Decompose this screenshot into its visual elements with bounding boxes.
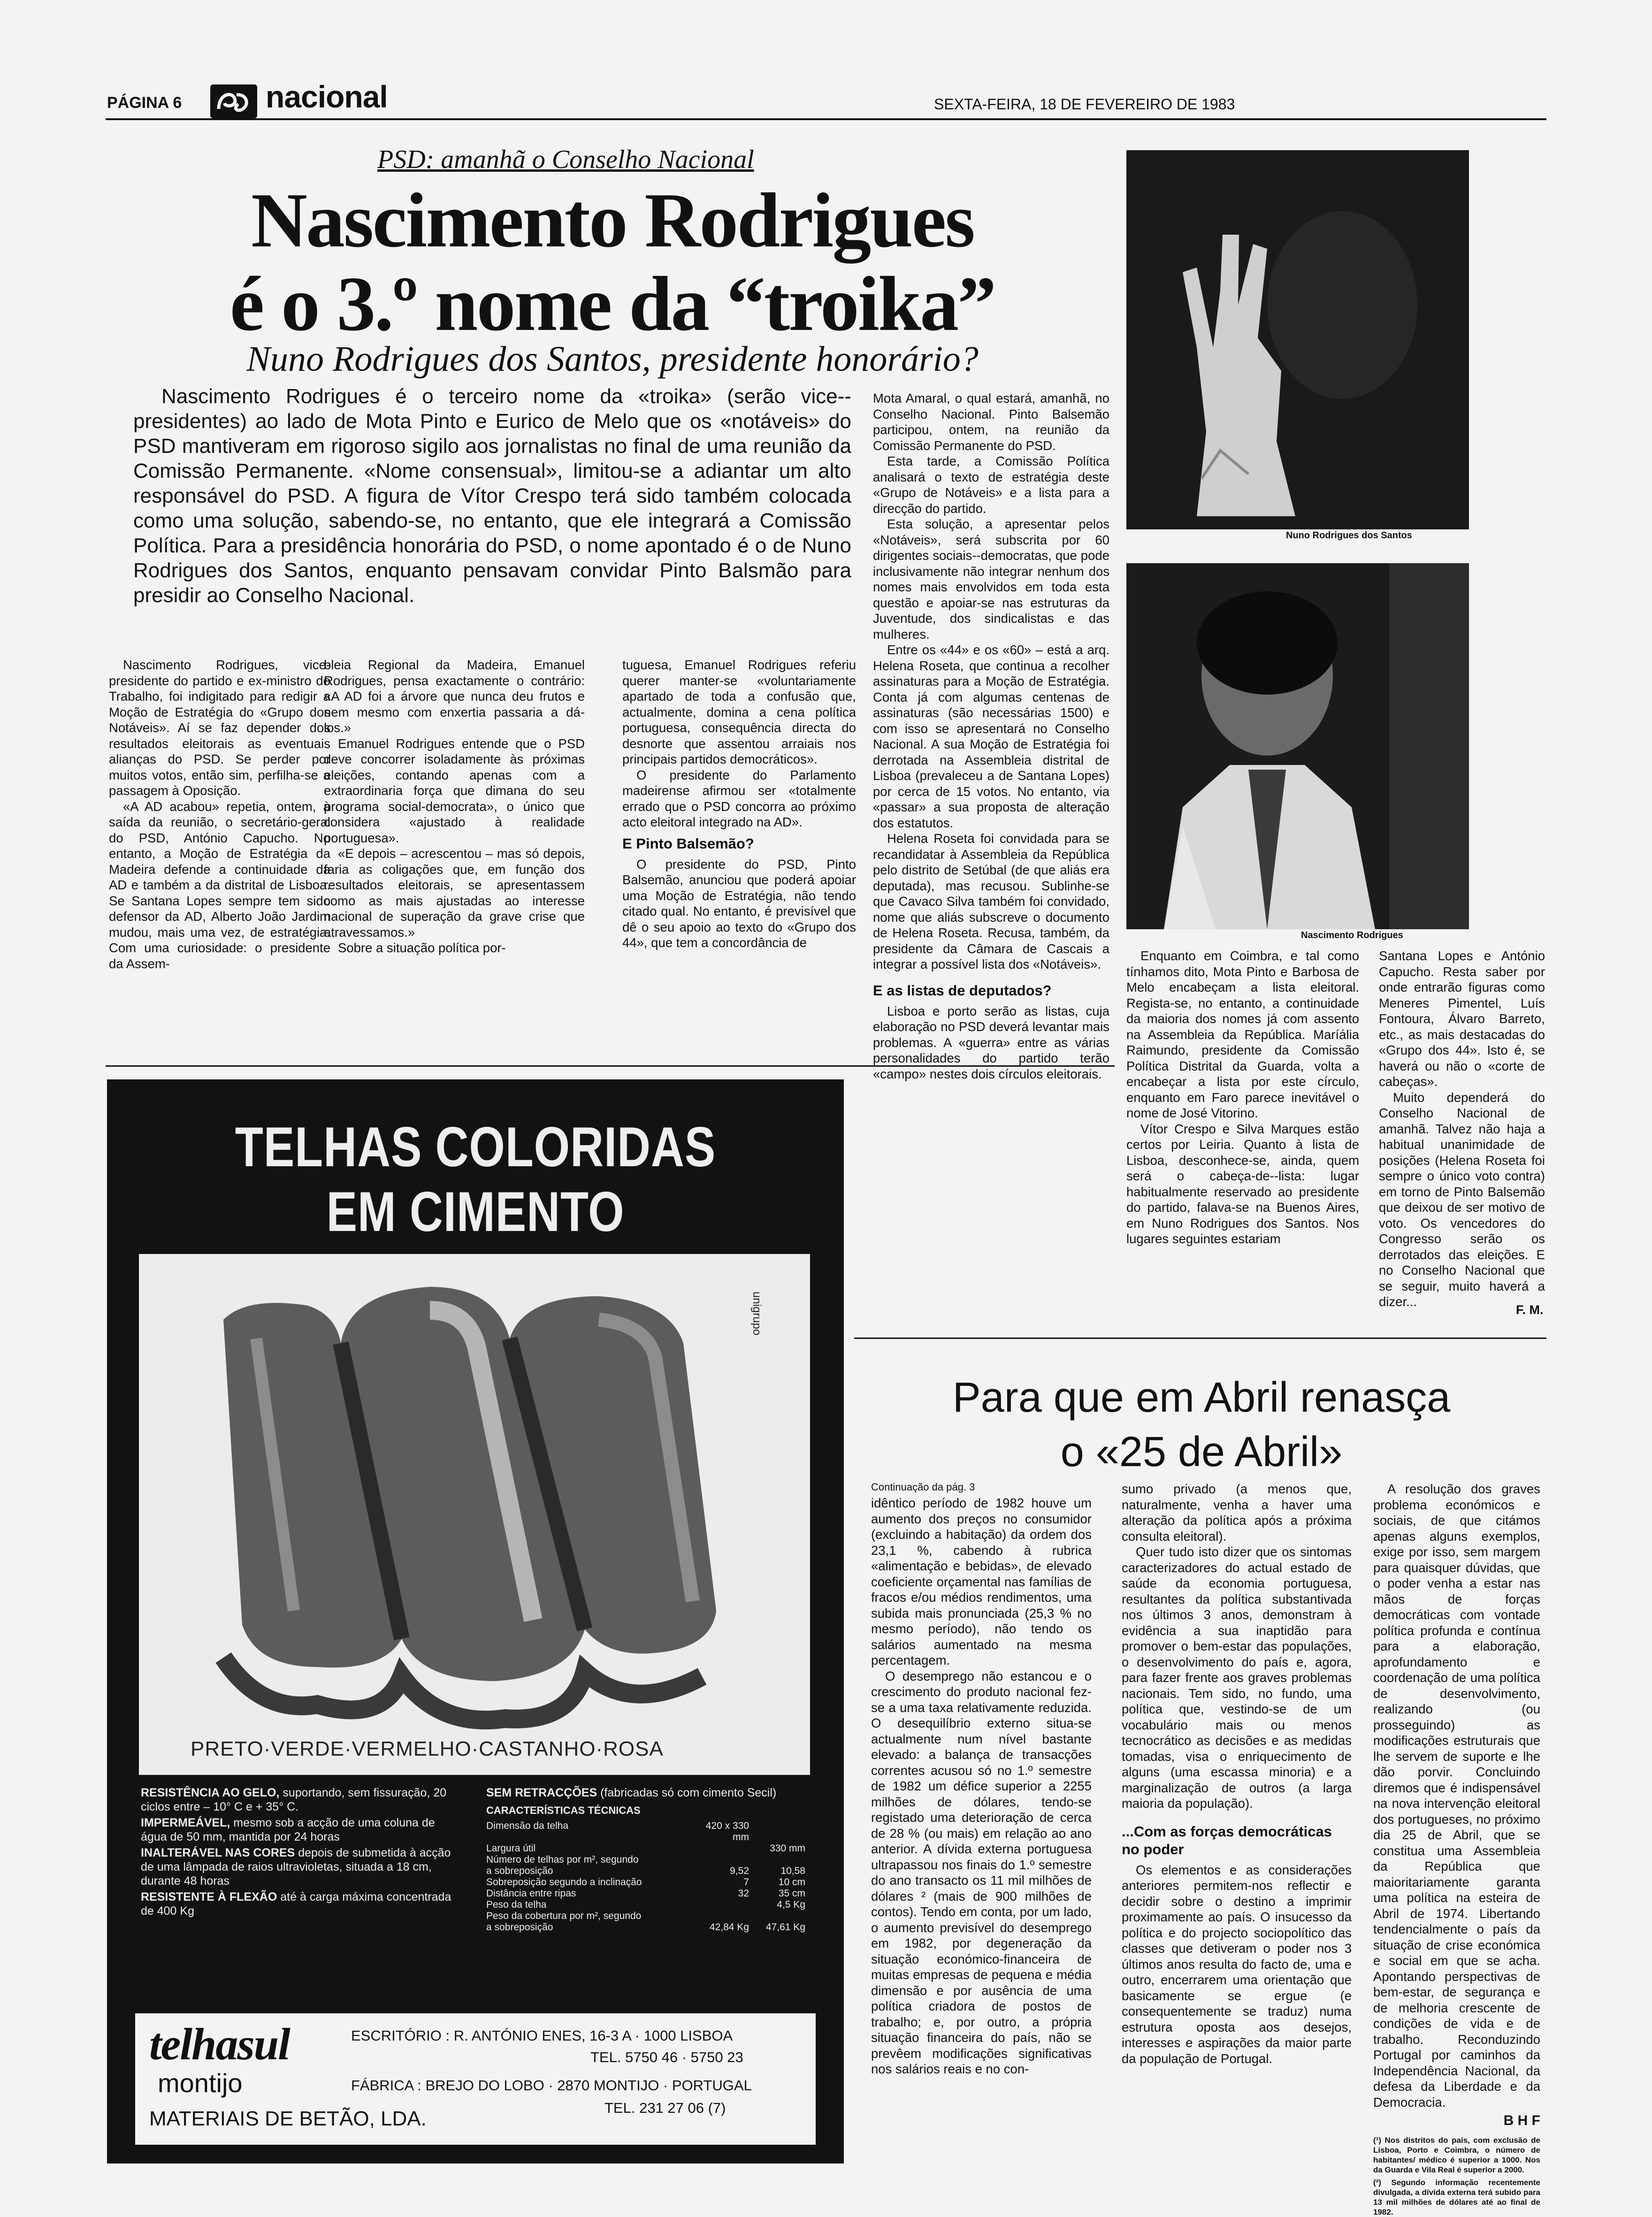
- article1-col-2: bleia Regional da Madeira, Emanuel Rodrigues, pensa exactamente o contrário: «A AD foi a árvore que nunca deu frutos e nem mesmo com enxertia passaria a dá-los.» Emanuel Rodrigues entende que o PSD deve concorrer isoladamente às próximas eleições, contando apenas com a extraordinaria força que dimana do seu programa social-democrata», o único que considera «ajustado à realidade portuguesa». «E depois – acrescentou – mas só depois, faria as coligações que, em função dos resultados eleitorais, se apresentassem como as mais ajustadas ao interesse nacional de superação da grave crise que atravessamos.» Sobre a situação política por-: [324, 657, 585, 955]
- spec-v2: 35 cm: [778, 1888, 805, 1899]
- spec-label: Largura útil: [486, 1843, 536, 1854]
- office-phone: TEL. 5750 46 · 5750 23: [590, 2049, 743, 2065]
- spec-v1: 42,84 Kg: [709, 1922, 749, 1933]
- factory-address: FÁBRICA : BREJO DO LOBO · 2870 MONTIJO · PORTUGAL: [351, 2077, 752, 2094]
- spec-label: Sobreposição segundo a inclinação: [486, 1877, 642, 1888]
- divider-article1-bottom: [106, 1065, 1115, 1067]
- office-address: ESCRITÓRIO : R. ANTÓNIO ENES, 16-3 A · 1000 LISBOA: [351, 2027, 733, 2044]
- ad-features-left: RESISTÊNCIA AO GELO, suportando, sem fissuração, 20 ciclos entre – 10° C e + 35° C. IMPERMEÁVEL, mesmo sob a acção de uma coluna de água de 50 mm, mantida por 24 horas INALTERÁVEL NAS CORES depois de submetida à acção de uma lâmpada de raios ultravioletas, situada a 18 cm, durante 48 horas RESISTENTE À FLEXÃO até à carga máxima concentrada de 400 Kg: [141, 1786, 451, 1918]
- telhasul-advertisement: [107, 1079, 844, 2163]
- ad-product-image: [139, 1254, 810, 1775]
- spec-v2: [749, 1854, 805, 1865]
- spec-v2: [749, 1911, 805, 1922]
- spec-v1: 7: [743, 1877, 749, 1888]
- factory-phone: TEL. 231 27 06 (7): [604, 2100, 726, 2116]
- spec-v1: [688, 1843, 749, 1854]
- photo-caption-2: Nascimento Rodrigues: [1301, 930, 1403, 940]
- spec-row: [486, 1877, 810, 1888]
- spec-row: [486, 1820, 810, 1843]
- headline-line-1: Nascimento Rodrigues: [251, 177, 974, 263]
- article1-col-3: tuguesa, Emanuel Rodrigues referiu querer manter-se «voluntariamente apartado de toda a confusão que, actualmente, domina a cena política portuguesa, consequência directa do desnorte que assentou arraiais nos principais partidos democráticos». O presidente do Parlamento madeirense afirmou ser «totalmente errado que o PSD concorra ao próximo acto eleitoral integrado na AD». E Pinto Balsemão? O presidente do PSD, Pinto Balsemão, anunciou que poderá apoiar uma Moção de Estratégia, não tendo citado qual. No entanto, é previsível que dê o seu apoio ao texto do «Grupo dos 44», que tem a concordância de: [622, 657, 856, 950]
- spec-v2: [749, 1820, 805, 1843]
- article1-col-4: Mota Amaral, o qual estará, amanhã, no Conselho Nacional. Pinto Balsemão participou, ontem, na reunião da Comissão Permanente do PSD. Esta tarde, a Comissão Política analisará o texto de estratégia deste «Grupo de Notáveis» e a lista para a direcção do partido. Esta solução, a apresentar pelos «Notáveis», será subscrita por 60 dirigentes sociais--democratas, que pode inclusivamente não integrar nenhum dos nomes mais envolvidos em toda esta questão e apoiar-se nas estruturas da Juventude, dos sindicalistas e das mulheres. Entre os «44» e os «60» – está a arq. Helena Roseta, que continua a recolher assinaturas para a Moção de Estratégia. Conta já com algumas centenas de assinaturas (são necessárias 1500) e com isso se apresentará no Conselho Nacional. A sua Moção de Estratégia foi derrotada na Assembleia distrital de Lisboa (prevaleceu a de Santana Lopes) por cerca de 15 votos. No entanto, via «passar» a sua proposta de alteração dos estatutos. Helena Roseta foi convidada para se recandidatar à Assembleia da República pelo distrito de Setúbal (de que aliás era deputada), mas recusou. Sublinhe-se que Cavaco Silva também foi convidado, nome que aliás subscreve o documento de Helena Roseta. Recusa, também, da presidente da Câmara de Cascais a integrar a possível lista dos «Notáveis». E as listas de deputados? Lisboa e porto serão as listas, cuja elaboração no PSD deverá levantar mais problemas. A «guerra» entre as várias personalidades do partido terão «campo» nestes dois círculos eleitorais.: [873, 391, 1109, 1081]
- spec-label: a sobreposição: [486, 1922, 553, 1933]
- continuation-note: Continuação da pág. 3: [871, 1481, 975, 1493]
- footnote-2: (²) Segundo informação recentemente divulgada, a dívida externa terá subido para 13 mil milhões de dólares até ao final de 1982.: [1373, 2178, 1540, 2217]
- article-kicker: PSD: amanhã o Conselho Nacional: [377, 145, 754, 174]
- subhead-forcas-democraticas: ...Com as forças democráticas no poder: [1122, 1823, 1332, 1858]
- article1-col-6: Santana Lopes e António Capucho. Resta saber por onde entrarão figuras como Meneres Pimentel, Luís Fontoura, Álvaro Barreto, etc., as mais destacadas do «Grupo dos 44». Isto é, se haverá ou não o «corte de cabeças». Muito dependerá do Conselho Nacional de amanhã. Talvez não haja a habitual unanimidade de posições (Helena Roseta foi sempre o único voto contra) em torno de Pinto Balsemão que deixou de ser motivo de voto. Os vencedores do Congresso serão os derrotados das eleições. E no Conselho Nacional que se seguir, muito haverá a dizer...: [1379, 948, 1545, 1309]
- headline-line-2: é o 3.º nome da “troika”: [229, 260, 995, 347]
- spec-row: [486, 1899, 810, 1911]
- ad-title-line-2: EM CIMENTO: [326, 1180, 625, 1243]
- spec-v2: 10,58: [780, 1865, 805, 1876]
- spec-label: Peso da cobertura por m², segundo: [486, 1911, 642, 1921]
- telhasul-logo: telhasul: [149, 2019, 290, 2069]
- ad-specs-table: [486, 1820, 810, 1933]
- photo-nuno-rodrigues-dos-santos: [1126, 150, 1469, 529]
- subhead-listas-deputados: E as listas de deputados?: [873, 982, 1052, 999]
- section-logo-icon: [210, 84, 257, 118]
- spec-row: [486, 1854, 810, 1865]
- spec-v2: 4,5 Kg: [777, 1899, 805, 1910]
- section-title: nacional: [266, 79, 388, 114]
- spec-v1: 9,52: [730, 1865, 749, 1876]
- article-headline: [108, 178, 1117, 345]
- article2-headline-line-1: Para que em Abril renasça: [952, 1374, 1451, 1421]
- ad-title-line-1: TELHAS COLORIDAS: [235, 1116, 716, 1178]
- page-date: SEXTA-FEIRA, 18 DE FEVEREIRO DE 1983: [934, 96, 1235, 113]
- article2-col-b: sumo privado (a menos que, naturalmente, venha a haver uma alteração da política após a próxima consulta eleitoral). Quer tudo isto dizer que os sintomas caracterizadores do actual estado de saúde da economia portuguesa, resultantes da política substantivada nos últimos 3 anos, demonstram à evidência a sua inaptidão para promover o bem-estar das populações, o desenvolvimento do país e, agora, para fazer frente aos graves problemas nacionais. Tem sido, no fundo, uma política que, vestindo-se de um vocabulário mais ou menos tecnocrático as decisões e as medidas tomadas, visa o enriquecimento de alguns (uma escassa minoria) e a marginalização de outros (a larga maioria da população). ...Com as forças democráticas no poder Os elementos e as considerações anteriores permitem-nos reflectir e decidir sobre o destino a imprimir proximamente ao país. O insucesso da política e do projecto sociopolítico das classes que detiveram o poder nos 3 últimos anos resulta do facto de, uma e outro, encerrarem uma orientação que basicamente se ergue (e consequentemente se traduz) numa estrutura oposta aos desejos, interesses e aspirações da maior parte da população de Portugal.: [1122, 1482, 1352, 2066]
- spec-v1: 32: [738, 1888, 749, 1899]
- spec-label: a sobreposição: [486, 1865, 553, 1876]
- spec-v1: [688, 1911, 749, 1922]
- spec-row: [486, 1865, 810, 1877]
- article-subheadline: Nuno Rodrigues dos Santos, presidente honorário?: [246, 339, 979, 379]
- spec-label: Distância entre ripas: [486, 1888, 576, 1899]
- spec-row: [486, 1911, 810, 1922]
- ad-features-right: SEM RETRACÇÕES (fabricadas só com cimento Secil) CARACTERÍSTICAS TÉCNICAS Dimensão da telha 420 x 330 mm Largura útil 330 mm Número de telhas por m², segundo a sobreposição 9,52 10,58 Sobreposição segundo a inclinação 7 10 cm Distância entre ripas 32 35 cm Peso da telha 4,5 Kg Peso da cobertura por m², segundo a sobreposição 42,84 Kg 47,61 Kg: [486, 1786, 810, 1933]
- article-lead: Nascimento Rodrigues é o terceiro nome da «troika» (serão vice--presidentes) ao lado de Mota Pinto e Eurico de Melo que os «notáveis» do PSD mantiveram em rigoroso sigilo aos jornalistas no final de uma reunião da Comissão Permanente. «Nome consensual», limitou-se a adiantar um alto responsável do PSD. A figura de Vítor Crespo terá sido também colocada como uma solução, sabendo-se, no entanto, que ele integrará a Comissão Política. Para a presidência honorária do PSD, o nome apontado é o de Nuno Rodrigues dos Santos, enquanto pensavam convidar Pinto Balsmão para presidir ao Conselho Nacional.: [133, 385, 851, 607]
- article1-signature: F. M.: [1516, 1303, 1544, 1317]
- article2-headline-line-2: o «25 de Abril»: [1060, 1429, 1343, 1475]
- spec-label: Dimensão da telha: [486, 1820, 569, 1831]
- spec-label: Número de telhas por m², segundo: [486, 1854, 639, 1865]
- spec-v1: 420 x 330 mm: [705, 1820, 749, 1842]
- page-number: PÁGINA 6: [107, 94, 182, 112]
- article2-signature: B H F: [1503, 2113, 1540, 2128]
- spec-v2: 10 cm: [778, 1877, 805, 1888]
- footnote-1: (¹) Nos distritos do país, com exclusão de Lisboa, Porto e Coimbra, o número de habitantes/ médico é superior a 1000. Nos da Guarda e Vila Real é superior a 2000.: [1373, 2135, 1540, 2174]
- spec-v2: 47,61 Kg: [765, 1922, 805, 1933]
- spec-v2: 330 mm: [770, 1843, 805, 1854]
- photo-caption-1: Nuno Rodrigues dos Santos: [1286, 530, 1412, 541]
- spec-row: [486, 1888, 810, 1899]
- ad-brand-vertical: unigrupo: [750, 1292, 763, 1336]
- header-rule: [106, 118, 1546, 120]
- article1-col-1: Nascimento Rodrigues, vice-presidente do partido e ex-ministro do Trabalho, foi indigitado para redigir a Moção de Estratégia do «Grupo dos Notáveis». Aí se faz depender dos resultados eleitorais as eventuais alianças do PSD. Se perder por muitos votos, então sim, perfilha-se a passagem à Oposição. «A AD acabou» repetia, ontem, à saída da reunião, o secretário-geral do PSD, António Capucho. No entanto, a Moção de Estratégia da Madeira defende a continuidade da AD e também a da distrital de Lisboa. Se Santana Lopes sempre tem sido defensor da AD, Alberto João Jardim mudou, mais uma vez, de estratégia. Com uma curiosidade: o presidente da Assem-: [109, 657, 330, 971]
- article1-col-5: Enquanto em Coimbra, e tal como tínhamos dito, Mota Pinto e Barbosa de Melo encabeçam a lista eleitoral. Regista-se, no entanto, a continuidade da maioria dos nomes já com assento na Assembleia da República. Maríália Raimundo, presidente da Comissão Política Distrital da Guarda, volta a encabeçar a lista por este círculo, enquanto em Faro parece inevitável o nome de José Vitorino. Vítor Crespo e Silva Marques estão certos por Leiria. Quanto à lista de Lisboa, desconhece-se, ainda, quem será o cabeça-de--lista: lugar habitualmente reservado ao presidente do partido, falava-se na Buenos Aires, em Nuno Rodrigues dos Santos. Nos lugares seguintes estariam: [1126, 948, 1359, 1246]
- subhead-pinto-balsemao: E Pinto Balsemão?: [622, 835, 754, 852]
- company-name: MATERIAIS DE BETÃO, LDA.: [149, 2107, 427, 2130]
- spec-row: [486, 1922, 810, 1933]
- ad-footer: [135, 2013, 816, 2145]
- photo-nascimento-rodrigues: [1126, 563, 1469, 929]
- ad-colors-line: PRETO·VERDE·VERMELHO·CASTANHO·ROSA: [191, 1737, 664, 1760]
- article2-col-a: idêntico período de 1982 houve um aumento dos preços no consumidor (excluindo a habitação) da ordem dos 23,1 %, cabendo à rubrica «alimentação e bebidas», de elevado coeficiente orçamental nas famílias de fracos e/ou médios rendimentos, uma subida mais pronunciada (25,3 % no mesmo período), não tendo os salários aumentado na mesma percentagem. O desemprego não estancou e o crescimento do produto nacional fez-se a uma taxa relativamente reduzida. O desequilíbrio externo situa-se actualmente num nível bastante elevado: a balança de transacções correntes acusou só no 1.º semestre de 1982 um défice superior a 2255 milhões de dólares, tendo-se registado uma deterioração de cerca de 28 % (ou mais) em relação ao ano anterior. A dívida externa portuguesa ultrapassou nos finais do 1.º semestre do ano transacto os 11 mil milhões de dólares ² (mais de 900 milhões de contos). Tendo em conta, por um lado, o aumento previsível do desemprego em 1982, por degeneração da situação económico-financeira de muitas empresas de pequena e média dimensão e por ausência de uma política criadora de postos de trabalho; e, por outro, a própria situação financeira do país, não se prevêem modificações significativas nos salários reais e no con-: [871, 1496, 1092, 2076]
- article2-headline: [859, 1370, 1544, 1479]
- telhasul-logo-sub: montijo: [158, 2068, 243, 2098]
- divider-right-block: [854, 1338, 1546, 1339]
- ad-specs-title: CARACTERÍSTICAS TÉCNICAS: [486, 1804, 641, 1816]
- spec-label: Peso da telha: [486, 1899, 547, 1910]
- article2-col-c: A resolução dos graves problema económicos e sociais, de que citámos apenas alguns exemplos, exige por isso, sem margem para quaisquer dúvidas, que o poder venha a estar nas mãos de forças democráticas com vontade política profunda e contínua para a elaboração, aprofundamento e coordenação de uma política de desenvolvimento, realizando (ou prosseguindo) as modificações estruturais que lhe servem de suporte e lhe dão porvir. Concluindo diremos que é indispensável na nova intervenção eleitoral dos portugueses, no próximo dia 25 de Abril, que se constitua uma Assembleia da República que maioritariamente garanta uma política na esteira de Abril de 1974. Libertando tendencialmente o país da situação de crise económica e social em que se acha. Apontando perspectivas de bem-estar, de segurança e de melhoria crescente de condições de vida e de trabalho. Reconduzindo Portugal por caminhos da Independência Nacional, da defesa da Liberdade e da Democracia. B H F (¹) Nos distritos do país, com exclusão de Lisboa, Porto e Coimbra, o número de habitantes/ médico é superior a 1000. Nos da Guarda e Vila Real é superior a 2000. (²) Segundo informação recentemente divulgada, a dívida externa terá subido para 13 mil milhões de dólares até ao final de 1982.: [1373, 1482, 1540, 2217]
- spec-v1: [688, 1899, 749, 1911]
- spec-v1: [688, 1854, 749, 1865]
- spec-row: [486, 1843, 810, 1854]
